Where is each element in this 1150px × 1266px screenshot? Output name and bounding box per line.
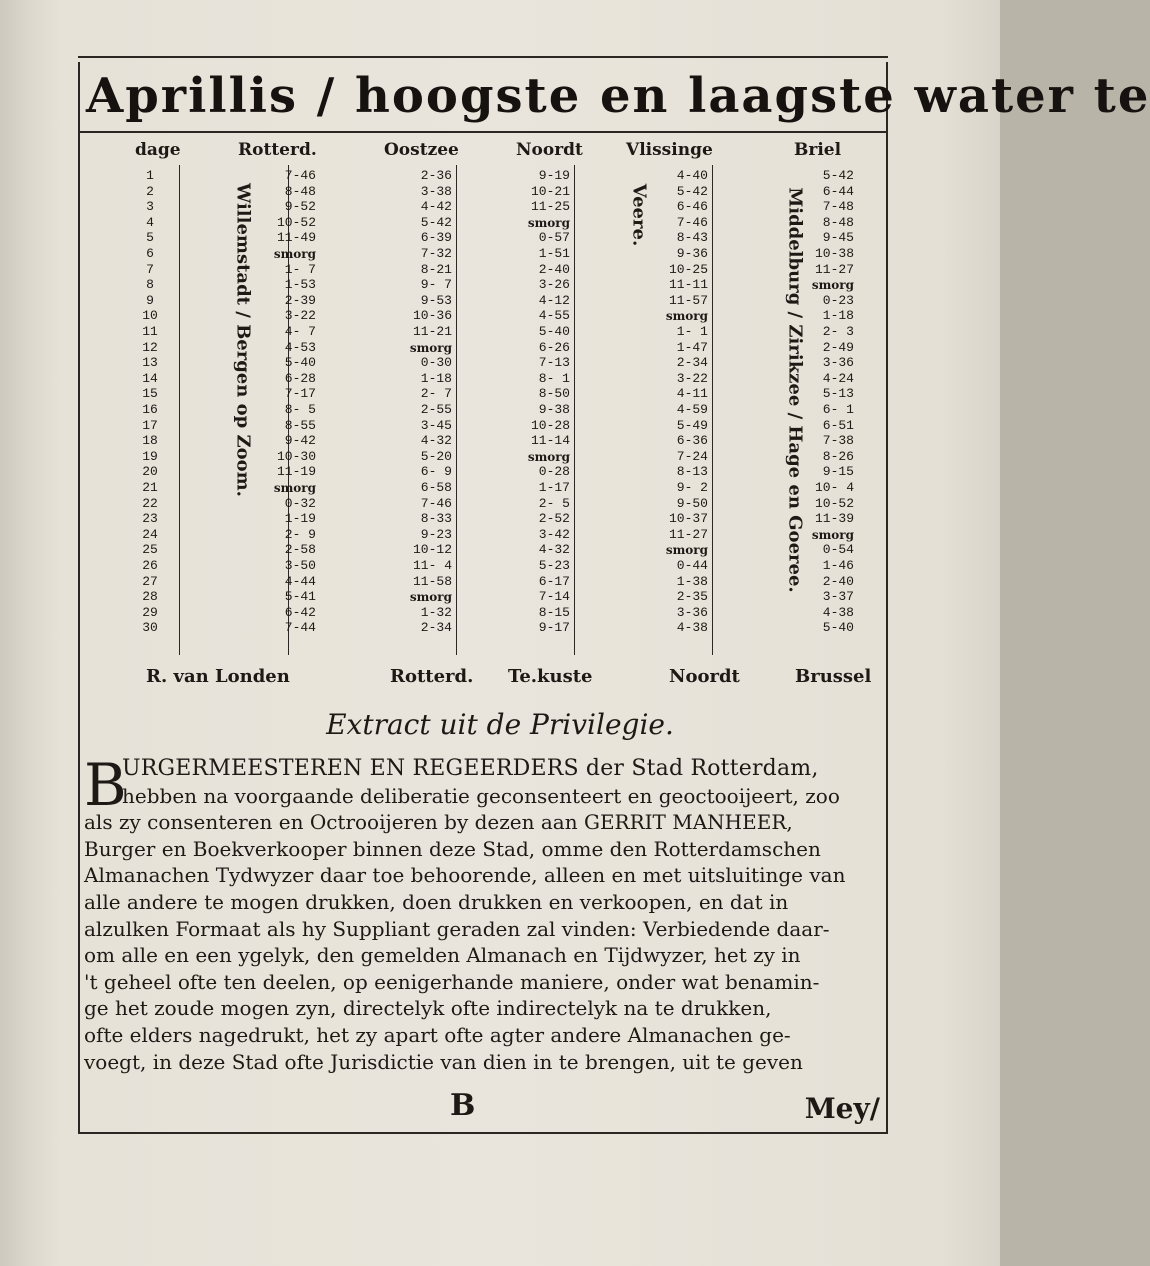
noordt-cell: smorg: [527, 449, 570, 464]
day-cell: 26: [142, 558, 158, 573]
text-line: alle andere te mogen drukken, doen drukken en verkoopen, en dat in: [84, 889, 789, 914]
noordt-cell: 10-21: [530, 183, 570, 199]
noordt-cell: smorg: [527, 215, 570, 230]
text-line: ofte elders nagedrukt, het zy apart ofte agter andere Almanachen ge-: [84, 1022, 791, 1047]
noordt-cell: 3-42: [538, 526, 570, 542]
noordt-cell: 0-57: [538, 230, 570, 246]
noordt-cell: 4-12: [538, 292, 570, 308]
column-footer: Te.kuste: [508, 666, 593, 687]
oostzee-cell: 2-36: [420, 168, 452, 183]
day-cell: 1: [146, 168, 154, 183]
vlissinge-cell: 7-46: [676, 214, 708, 230]
day-cell: 5: [146, 230, 154, 246]
rotterdam-cell: smorg: [273, 247, 316, 261]
day-cell: 10: [142, 308, 158, 324]
vlissinge-cell: 4-11: [676, 386, 708, 402]
noordt-cell: 1-51: [538, 246, 570, 261]
oostzee-cell: 11- 4: [412, 558, 452, 573]
oostzee-cell: 3-38: [420, 183, 452, 199]
vlissinge-cell: 1-47: [676, 339, 708, 355]
rotterdam-cell: 10-30: [276, 448, 316, 464]
rotterdam-cell: 2- 9: [284, 526, 316, 542]
vlissinge-cell: 2-35: [676, 589, 708, 605]
noordt-cell: 10-28: [530, 417, 570, 433]
oostzee-cell: 11-21: [412, 324, 452, 339]
vlissinge-cell: 11-27: [668, 526, 708, 542]
column-header-oostzee: Oostzee: [384, 140, 459, 160]
vlissinge-cell: 8-43: [676, 230, 708, 246]
oostzee-cell: 6-58: [420, 480, 452, 495]
oostzee-cell: 8-21: [420, 261, 452, 277]
oostzee-cell: 6-39: [420, 230, 452, 246]
noordt-cell: 2-40: [538, 261, 570, 277]
vlissinge-cell: 1- 1: [676, 324, 708, 339]
column-header-briel: Briel: [794, 140, 842, 160]
vlissinge-cell: 5-42: [676, 183, 708, 199]
noordt-cell: 11-14: [530, 433, 570, 449]
vlissinge-cell: 1-38: [676, 573, 708, 589]
briel-cell: 1-46: [822, 558, 854, 573]
day-cell: 4: [146, 214, 154, 230]
tide-table: [0, 164, 1000, 654]
oostzee-cell: 0-30: [420, 355, 452, 371]
oostzee-cell: 11-58: [412, 573, 452, 589]
top-rule: [78, 56, 888, 58]
day-cell: 6: [146, 246, 154, 261]
vlissinge-cell: smorg: [665, 309, 708, 324]
catchword: Mey/: [804, 1092, 880, 1125]
oostzee-cell: 5-20: [420, 448, 452, 464]
briel-cell: 8-26: [822, 448, 854, 464]
oostzee-cell: 9-53: [420, 292, 452, 308]
noordt-cell: 4-55: [538, 308, 570, 324]
oostzee-cell: 7-46: [420, 495, 452, 511]
vlissinge-cell: 3-22: [676, 370, 708, 386]
briel-cell: 7-48: [822, 199, 854, 215]
briel-cell: 4-38: [822, 604, 854, 620]
oostzee-cell: 6- 9: [420, 464, 452, 480]
briel-cell: 5-42: [822, 168, 854, 183]
page-title: Aprillis / hoogste en laagste water te: [86, 68, 1150, 124]
day-cell: 25: [142, 542, 158, 558]
day-cell: 23: [142, 511, 158, 527]
noordt-cell: 8- 1: [538, 370, 570, 386]
text-line: voegt, in deze Stad ofte Jurisdictie van dien in te brengen, uit te geven: [84, 1049, 803, 1074]
rotterdam-cell: 2-58: [284, 542, 316, 558]
briel-cell: smorg: [811, 278, 854, 293]
noordt-cell: 6-17: [538, 573, 570, 589]
rotterdam-cell: 8-55: [284, 417, 316, 433]
day-cell: 13: [142, 355, 158, 371]
noordt-cell: 7-13: [538, 355, 570, 371]
noordt-cell: 3-26: [538, 277, 570, 293]
section-title: Extract uit de Privilegie.: [326, 708, 674, 741]
text-line: Burger en Boekverkooper binnen deze Stad, omme den Rotterdamschen: [84, 836, 821, 861]
rotterdam-cell: 1-53: [284, 277, 316, 293]
rotterdam-cell: 7-44: [284, 620, 316, 636]
column-footer: Noordt: [669, 666, 740, 687]
oostzee-cell: 4-42: [420, 199, 452, 215]
noordt-cell: 7-14: [538, 589, 570, 605]
vlissinge-cell: 7-24: [676, 448, 708, 464]
rotterdam-cell: 5-40: [284, 355, 316, 371]
day-cell: 22: [142, 495, 158, 511]
day-cell: 11: [142, 324, 158, 339]
day-cell: 24: [142, 526, 158, 542]
rotterdam-cell: 11-19: [276, 464, 316, 480]
day-cell: 12: [142, 339, 158, 355]
oostzee-cell: 3-45: [420, 417, 452, 433]
briel-cell: 1-18: [822, 308, 854, 324]
briel-cell: 2- 3: [822, 324, 854, 339]
rotterdam-cell: 0-32: [284, 495, 316, 511]
rotterdam-cell: 4- 7: [284, 324, 316, 339]
column-footer: Rotterd.: [390, 666, 474, 687]
oostzee-cell: 1-32: [420, 604, 452, 620]
rotterdam-cell: 7-17: [284, 386, 316, 402]
day-cell: 2: [146, 183, 154, 199]
oostzee-cell: smorg: [409, 590, 452, 605]
day-cell: 30: [142, 620, 158, 636]
privilege-text: [84, 751, 884, 1075]
day-cell: 27: [142, 573, 158, 589]
oostzee-cell: 4-32: [420, 433, 452, 449]
briel-cell: 6-44: [822, 183, 854, 199]
vlissinge-cell: 9-50: [676, 495, 708, 511]
rotterdam-cell: 1-19: [284, 511, 316, 527]
vlissinge-cell: 4-59: [676, 402, 708, 417]
briel-cell: 9-45: [822, 230, 854, 246]
day-cell: 21: [142, 480, 158, 495]
column-header-vlissinge: Vlissinge: [626, 140, 713, 160]
noordt-cell: 11-25: [530, 199, 570, 215]
briel-cell: 5-40: [822, 620, 854, 636]
text-line: Almanachen Tydwyzer daar toe behoorende, alleen en met uitsluitinge van: [84, 863, 846, 888]
briel-cell: 6- 1: [822, 402, 854, 417]
briel-cell: 6-51: [822, 417, 854, 433]
vlissinge-cell: 3-36: [676, 604, 708, 620]
noordt-cell: 8-15: [538, 604, 570, 620]
briel-cell: 2-49: [822, 339, 854, 355]
column-header-rotterdam: Rotterd.: [238, 140, 317, 160]
vlissinge-cell: 0-44: [676, 558, 708, 573]
briel-cell: 10-38: [814, 246, 854, 261]
rotterdam-cell: smorg: [273, 481, 316, 495]
drop-cap: B: [84, 751, 127, 819]
oostzee-cell: 10-12: [412, 542, 452, 558]
briel-cell: 9-15: [822, 464, 854, 480]
day-cell: 18: [142, 433, 158, 449]
noordt-cell: 5-40: [538, 324, 570, 339]
vlissinge-cell: 11-11: [668, 277, 708, 293]
noordt-cell: 9-38: [538, 402, 570, 417]
day-cell: 9: [146, 292, 154, 308]
rotterdam-cell: 9-52: [284, 199, 316, 215]
day-cell: 19: [142, 448, 158, 464]
briel-cell: 4-24: [822, 370, 854, 386]
day-cell: 20: [142, 464, 158, 480]
column-footer: Brussel: [795, 666, 872, 687]
noordt-cell: 5-23: [538, 558, 570, 573]
rotterdam-cell: 1- 7: [284, 261, 316, 277]
text-line: ge het zoude mogen zyn, directelyk ofte indirectelyk na te drukken,: [84, 996, 772, 1021]
vlissinge-cell: 10-37: [668, 511, 708, 527]
column-header-dage: dage: [135, 140, 181, 160]
rotterdam-cell: 5-41: [284, 589, 316, 605]
briel-cell: 10- 4: [814, 480, 854, 495]
rotterdam-cell: 3-50: [284, 558, 316, 573]
briel-cell: 7-38: [822, 433, 854, 449]
briel-cell: 5-13: [822, 386, 854, 402]
text-line: 't geheel ofte ten deelen, op eenigerhande maniere, onder wat benamin-: [84, 969, 820, 994]
briel-cell: 0-23: [822, 292, 854, 308]
noordt-cell: 0-28: [538, 464, 570, 480]
day-cell: 14: [142, 370, 158, 386]
rotterdam-cell: 3-22: [284, 308, 316, 324]
day-cell: 16: [142, 402, 158, 417]
vlissinge-cell: 10-25: [668, 261, 708, 277]
vlissinge-cell: 11-57: [668, 292, 708, 308]
day-cell: 3: [146, 199, 154, 215]
noordt-cell: 4-32: [538, 542, 570, 558]
rotterdam-cell: 4-53: [284, 339, 316, 355]
oostzee-cell: 9- 7: [420, 277, 452, 293]
rotterdam-cell: 8- 5: [284, 402, 316, 417]
day-cell: 28: [142, 589, 158, 605]
briel-cell: 0-54: [822, 542, 854, 558]
day-cell: 8: [146, 277, 154, 293]
oostzee-cell: 7-32: [420, 246, 452, 261]
oostzee-cell: 10-36: [412, 308, 452, 324]
briel-cell: 2-40: [822, 573, 854, 589]
rotterdam-cell: 7-46: [284, 168, 316, 183]
noordt-cell: 1-17: [538, 480, 570, 495]
vlissinge-cell: 6-36: [676, 433, 708, 449]
oostzee-cell: 2-55: [420, 402, 452, 417]
bottom-rule: [78, 1132, 888, 1134]
oostzee-cell: smorg: [409, 340, 452, 355]
briel-cell: smorg: [811, 527, 854, 542]
signature-mark: B: [450, 1088, 476, 1123]
rotterdam-cell: 4-44: [284, 573, 316, 589]
rotterdam-cell: 6-42: [284, 604, 316, 620]
oostzee-cell: 5-42: [420, 214, 452, 230]
text-line: als zy consenteren en Octrooijeren by dezen aan GERRIT MANHEER,: [84, 810, 793, 835]
oostzee-cell: 2-34: [420, 620, 452, 636]
vlissinge-cell: 9- 2: [676, 480, 708, 495]
vlissinge-cell: 5-49: [676, 417, 708, 433]
text-line: URGERMEESTEREN EN REGEERDERS der Stad Rotterdam,: [122, 756, 819, 781]
vlissinge-cell: 4-38: [676, 620, 708, 636]
noordt-cell: 9-19: [538, 168, 570, 183]
rotterdam-cell: 6-28: [284, 370, 316, 386]
briel-cell: 10-52: [814, 495, 854, 511]
briel-cell: 3-36: [822, 355, 854, 371]
rotterdam-cell: 11-49: [276, 230, 316, 246]
briel-cell: 11-39: [814, 511, 854, 527]
noordt-cell: 2-52: [538, 511, 570, 527]
day-cell: 15: [142, 386, 158, 402]
day-cell: 17: [142, 417, 158, 433]
day-cell: 29: [142, 604, 158, 620]
oostzee-cell: 2- 7: [420, 386, 452, 402]
briel-cell: 8-48: [822, 214, 854, 230]
noordt-cell: 9-17: [538, 620, 570, 636]
rotterdam-cell: 10-52: [276, 214, 316, 230]
noordt-cell: 6-26: [538, 339, 570, 355]
vlissinge-cell: 8-13: [676, 464, 708, 480]
side-label-vlissinge: Veere.: [628, 183, 650, 247]
column-footer: R. van Londen: [146, 666, 290, 687]
column-header-noordt: Noordt: [516, 140, 583, 160]
text-line: hebben na voorgaande deliberatie geconsenteert en geoctooijeert, zoo: [122, 783, 840, 808]
rotterdam-cell: 9-42: [284, 433, 316, 449]
vlissinge-cell: 2-34: [676, 355, 708, 371]
vlissinge-cell: 6-46: [676, 199, 708, 215]
title-rule: [78, 131, 888, 133]
rotterdam-cell: 2-39: [284, 292, 316, 308]
text-line: om alle en een ygelyk, den gemelden Almanach en Tijdwyzer, het zy in: [84, 943, 801, 968]
text-line: alzulken Formaat als hy Suppliant geraden zal vinden: Verbiedende daar-: [84, 916, 830, 941]
rotterdam-cell: 8-48: [284, 183, 316, 199]
oostzee-cell: 1-18: [420, 370, 452, 386]
oostzee-cell: 8-33: [420, 511, 452, 527]
oostzee-cell: 9-23: [420, 526, 452, 542]
noordt-cell: 8-50: [538, 386, 570, 402]
side-label-briel: Middelburg / Zirikzee / Hage en Goeree.: [784, 187, 806, 593]
vlissinge-cell: 4-40: [676, 168, 708, 183]
briel-cell: 3-37: [822, 589, 854, 605]
vlissinge-cell: 9-36: [676, 246, 708, 261]
briel-cell: 11-27: [814, 261, 854, 277]
day-cell: 7: [146, 261, 154, 277]
side-label-rotterdam: Willemstadt / Bergen op Zoom.: [232, 183, 254, 497]
vlissinge-cell: smorg: [665, 543, 708, 558]
noordt-cell: 2- 5: [538, 495, 570, 511]
